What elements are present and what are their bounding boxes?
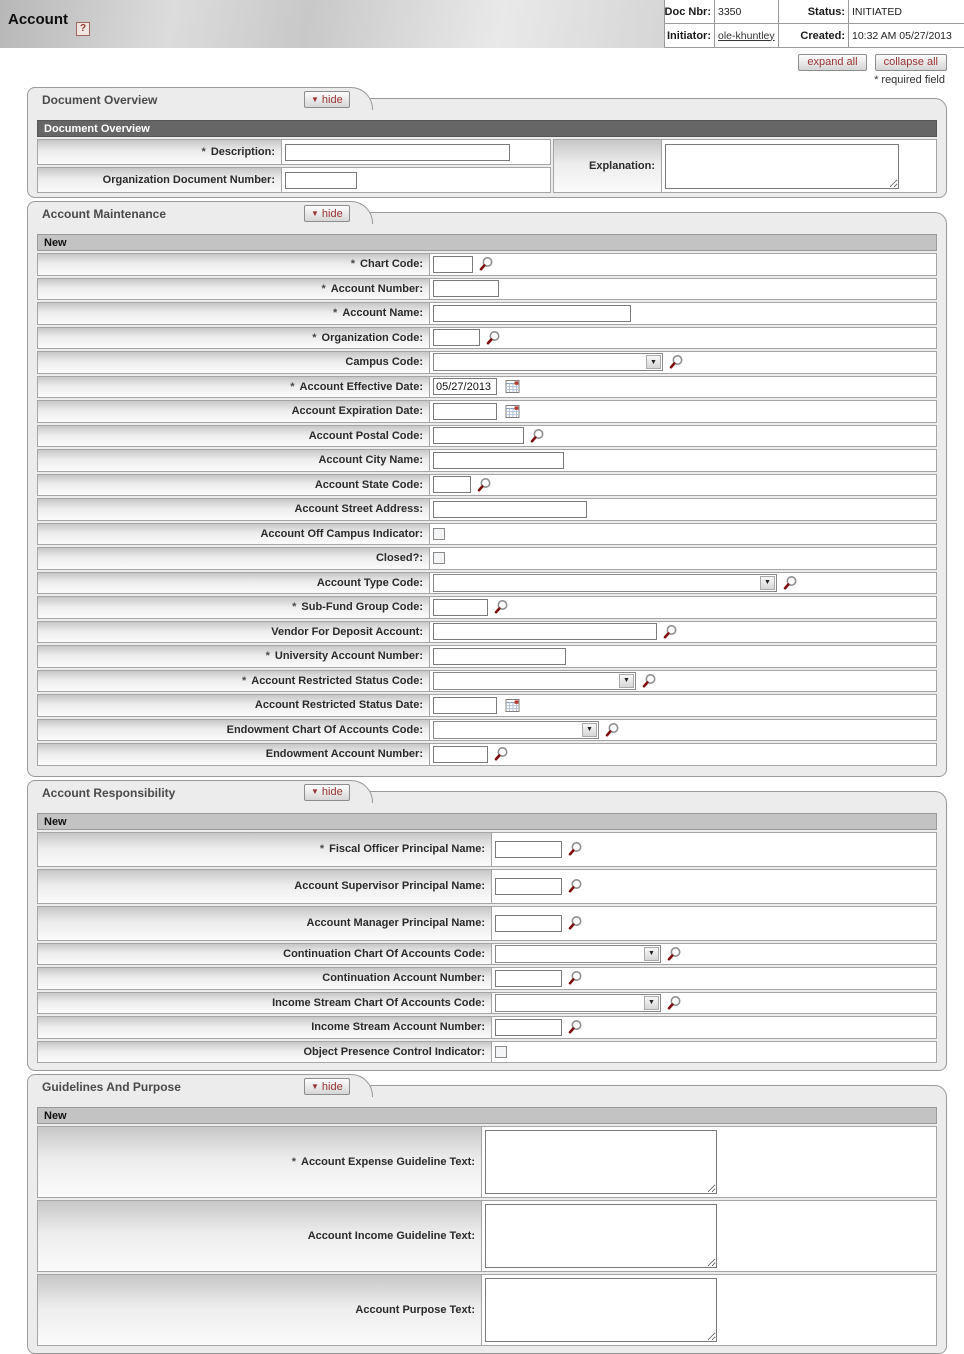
table-header: New <box>37 1107 937 1124</box>
chevron-down-icon: ▼ <box>644 996 659 1010</box>
field-label: Account Postal Code: <box>308 429 423 442</box>
chevron-down-icon: ▼ <box>582 723 597 737</box>
account-state-code-input[interactable] <box>433 476 471 493</box>
endowment-chart-of-accounts-code-row <box>37 719 937 742</box>
search-icon[interactable] <box>493 599 509 615</box>
doc-nbr-value: 3350 <box>715 0 779 24</box>
income-stream-chart-of-accounts-code-row <box>37 992 937 1015</box>
account-income-guideline-textarea[interactable] <box>485 1204 717 1268</box>
field-label: Account Purpose Text: <box>355 1304 475 1316</box>
field-label: Account Income Guideline Text: <box>307 1230 475 1242</box>
tab-account-responsibility <box>27 780 373 803</box>
account-expense-guideline-text-row <box>37 1126 937 1198</box>
field-label: Description: <box>210 146 275 158</box>
field-label: Account Effective Date: <box>299 380 423 393</box>
account-expiration-date-input[interactable] <box>433 403 497 420</box>
org-doc-number-input[interactable] <box>285 172 357 189</box>
field-label: Continuation Account Number: <box>322 972 485 985</box>
status-value: INITIATED <box>849 0 964 24</box>
search-icon[interactable] <box>666 946 682 962</box>
income-stream-account-number-row <box>37 1016 937 1039</box>
calendar-icon[interactable] <box>505 698 520 713</box>
account-postal-code-row <box>37 425 937 448</box>
chart-code-input[interactable] <box>433 256 473 273</box>
field-label: Income Stream Chart Of Accounts Code: <box>272 996 485 1009</box>
required-field-note: * required field <box>874 74 945 86</box>
field-label: Account Restricted Status Code: <box>251 674 423 687</box>
campus-code-select[interactable] <box>433 353 663 371</box>
tab-title: Document Overview <box>42 93 158 107</box>
section-document-overview <box>27 87 947 198</box>
account-restricted-status-date-row <box>37 694 937 717</box>
closed-checkbox[interactable] <box>433 552 445 564</box>
field-label: Account Off Campus Indicator: <box>260 527 423 540</box>
search-icon[interactable] <box>476 477 492 493</box>
account-number-input[interactable] <box>433 280 499 297</box>
hide-button[interactable]: ▼ hide <box>304 1078 350 1095</box>
hide-button[interactable]: ▼ hide <box>304 91 350 108</box>
field-label: Account Street Address: <box>294 503 423 516</box>
search-icon[interactable] <box>493 746 509 762</box>
triangle-down-icon: ▼ <box>311 787 319 796</box>
chevron-down-icon: ▼ <box>644 947 659 961</box>
account-number-row: * Account Number: <box>37 278 937 301</box>
search-icon[interactable] <box>641 673 657 689</box>
account-income-guideline-text-row <box>37 1200 937 1272</box>
vendor-for-deposit-account-input[interactable] <box>433 623 657 640</box>
hide-button[interactable]: ▼ hide <box>304 784 350 801</box>
search-icon[interactable] <box>668 354 684 370</box>
table-header: New <box>37 813 937 830</box>
object-presence-control-indicator-checkbox[interactable] <box>495 1046 507 1058</box>
field-label: Vendor For Deposit Account: <box>271 625 423 638</box>
sub-fund-group-code-row: * Sub-Fund Group Code: <box>37 596 937 619</box>
account-manager-principal-name-input[interactable] <box>495 915 562 932</box>
account-expense-guideline-textarea[interactable] <box>485 1130 717 1194</box>
description-row <box>37 139 551 165</box>
field-label: Explanation: <box>588 160 655 172</box>
triangle-down-icon: ▼ <box>311 1081 319 1091</box>
required-asterisk: * <box>291 1156 296 1168</box>
expand-all-button[interactable]: expand all <box>798 54 866 71</box>
account-effective-date-input[interactable] <box>433 378 497 395</box>
continuation-account-number-row <box>37 967 937 990</box>
tab-account-maintenance <box>27 201 373 224</box>
account-state-code-row <box>37 474 937 497</box>
field-label: Account Number: <box>330 282 423 295</box>
search-icon[interactable] <box>604 722 620 738</box>
search-icon[interactable] <box>662 624 678 640</box>
account-name-input[interactable] <box>433 305 631 322</box>
field-label: Account State Code: <box>314 478 423 491</box>
search-icon[interactable] <box>478 256 494 272</box>
account-effective-date-row: * Account Effective Date: 05/27/2013 <box>37 376 937 399</box>
search-icon[interactable] <box>529 428 545 444</box>
chevron-down-icon: ▼ <box>646 355 661 369</box>
page-title: Account <box>8 11 68 28</box>
search-icon[interactable] <box>567 970 583 986</box>
account-street-address-input[interactable] <box>433 501 587 518</box>
field-label: Income Stream Account Number: <box>311 1021 485 1034</box>
chart-code-row <box>37 253 937 276</box>
section-guidelines-and-purpose <box>27 1074 947 1354</box>
hide-button[interactable]: ▼ hide <box>304 205 350 222</box>
vendor-for-deposit-account-row <box>37 621 937 644</box>
endowment-account-number-input[interactable] <box>433 746 488 763</box>
account-off-campus-indicator-row <box>37 523 937 546</box>
continuation-account-number-input[interactable] <box>495 970 562 987</box>
section-account-maintenance <box>27 201 947 777</box>
continuation-chart-of-accounts-code-row <box>37 943 937 966</box>
field-label: Account Name: <box>342 307 423 320</box>
account-restricted-status-code-row: * Account Restricted Status Code: ▼ <box>37 670 937 693</box>
account-expiration-date-row <box>37 400 937 423</box>
search-icon[interactable] <box>567 915 583 931</box>
field-label: Account Expiration Date: <box>291 405 423 418</box>
help-icon[interactable]: ? <box>76 22 90 36</box>
field-label: Endowment Chart Of Accounts Code: <box>226 723 423 736</box>
triangle-down-icon: ▼ <box>311 94 319 104</box>
fiscal-officer-principal-name-row <box>37 832 937 867</box>
field-label: Closed?: <box>375 552 423 565</box>
closed-row <box>37 547 937 570</box>
section-account-responsibility <box>27 780 947 1072</box>
account-off-campus-indicator-checkbox[interactable] <box>433 528 445 540</box>
sub-fund-group-code-input[interactable] <box>433 599 488 616</box>
tab-title: Account Responsibility <box>42 785 176 800</box>
initiator-label: Initiator: <box>665 24 715 48</box>
field-label: Sub-Fund Group Code: <box>301 601 423 614</box>
account-city-name-row <box>37 449 937 472</box>
field-label: Account Manager Principal Name: <box>306 917 485 929</box>
field-label: Account Restricted Status Date: <box>254 699 423 712</box>
page-header <box>0 0 964 48</box>
search-icon[interactable] <box>782 575 798 591</box>
required-asterisk: * <box>350 258 356 271</box>
account-type-code-select[interactable] <box>433 574 777 592</box>
income-stream-account-number-input[interactable] <box>495 1019 562 1036</box>
account-purpose-textarea[interactable] <box>485 1278 717 1342</box>
field-label: Endowment Account Number: <box>265 748 423 761</box>
field-label: Account Expense Guideline Text: <box>301 1156 475 1168</box>
collapse-all-button[interactable]: collapse all <box>875 54 947 71</box>
field-label: Account Supervisor Principal Name: <box>294 880 485 892</box>
triangle-down-icon: ▼ <box>311 208 319 218</box>
tab-guidelines-and-purpose <box>27 1074 373 1097</box>
document-info-table <box>664 0 964 48</box>
search-icon[interactable] <box>666 995 682 1011</box>
campus-code-row <box>37 351 937 374</box>
search-icon[interactable] <box>567 878 583 894</box>
table-header: Document Overview <box>37 120 937 137</box>
account-supervisor-principal-name-input[interactable] <box>495 878 562 895</box>
tab-title: Guidelines And Purpose <box>42 1080 181 1094</box>
account-postal-code-input[interactable] <box>433 427 524 444</box>
search-icon[interactable] <box>567 1019 583 1035</box>
university-account-number-input[interactable] <box>433 648 566 665</box>
chevron-down-icon: ▼ <box>760 576 775 590</box>
object-presence-control-indicator-row <box>37 1041 937 1064</box>
account-purpose-text-row <box>37 1274 937 1346</box>
created-label: Created: <box>779 24 849 48</box>
status-label: Status: <box>779 0 849 24</box>
organization-code-input[interactable] <box>433 329 480 346</box>
endowment-chart-of-accounts-code-select[interactable] <box>433 721 599 739</box>
account-manager-principal-name-row <box>37 906 937 941</box>
explanation-row <box>553 139 937 193</box>
tab-document-overview <box>27 87 373 110</box>
field-label: Organization Code: <box>321 331 423 344</box>
description-input[interactable] <box>285 144 510 161</box>
initiator-link[interactable]: ole-khuntley <box>718 29 775 42</box>
field-label: Account City Name: <box>318 454 423 467</box>
tab-title: Account Maintenance <box>42 207 167 221</box>
account-name-row: * Account Name: <box>37 302 937 325</box>
field-label: Account Type Code: <box>316 576 423 589</box>
org-doc-number-row <box>37 167 551 193</box>
account-city-name-input[interactable] <box>433 452 564 469</box>
table-header: New <box>37 234 937 251</box>
required-asterisk: * <box>319 843 325 855</box>
search-icon[interactable] <box>485 330 501 346</box>
field-label: Chart Code: <box>360 258 423 271</box>
field-label: Continuation Chart Of Accounts Code: <box>283 947 485 960</box>
endowment-account-number-row <box>37 743 937 766</box>
income-stream-chart-of-accounts-code-select[interactable] <box>495 994 661 1012</box>
account-street-address-row <box>37 498 937 521</box>
field-label: Organization Document Number: <box>102 174 275 186</box>
doc-nbr-label: Doc Nbr: <box>665 0 715 24</box>
organization-code-row: * Organization Code: <box>37 327 937 350</box>
explanation-textarea[interactable] <box>665 144 899 189</box>
field-label: University Account Number: <box>274 650 423 663</box>
calendar-icon[interactable] <box>505 404 520 419</box>
field-label: Object Presence Control Indicator: <box>303 1045 485 1058</box>
required-asterisk: * <box>201 146 206 158</box>
account-restricted-status-code-select[interactable] <box>433 672 636 690</box>
university-account-number-row: * University Account Number: <box>37 645 937 668</box>
account-restricted-status-date-input[interactable] <box>433 697 497 714</box>
chevron-down-icon: ▼ <box>619 674 634 688</box>
calendar-icon[interactable] <box>505 379 520 394</box>
search-icon[interactable] <box>567 841 583 857</box>
continuation-chart-of-accounts-code-select[interactable] <box>495 945 661 963</box>
account-type-code-row <box>37 572 937 595</box>
fiscal-officer-principal-name-input[interactable] <box>495 841 562 858</box>
field-label: Fiscal Officer Principal Name: <box>329 843 485 855</box>
field-label: Campus Code: <box>345 356 423 369</box>
account-supervisor-principal-name-row <box>37 869 937 904</box>
created-value: 10:32 AM 05/27/2013 <box>849 24 964 48</box>
